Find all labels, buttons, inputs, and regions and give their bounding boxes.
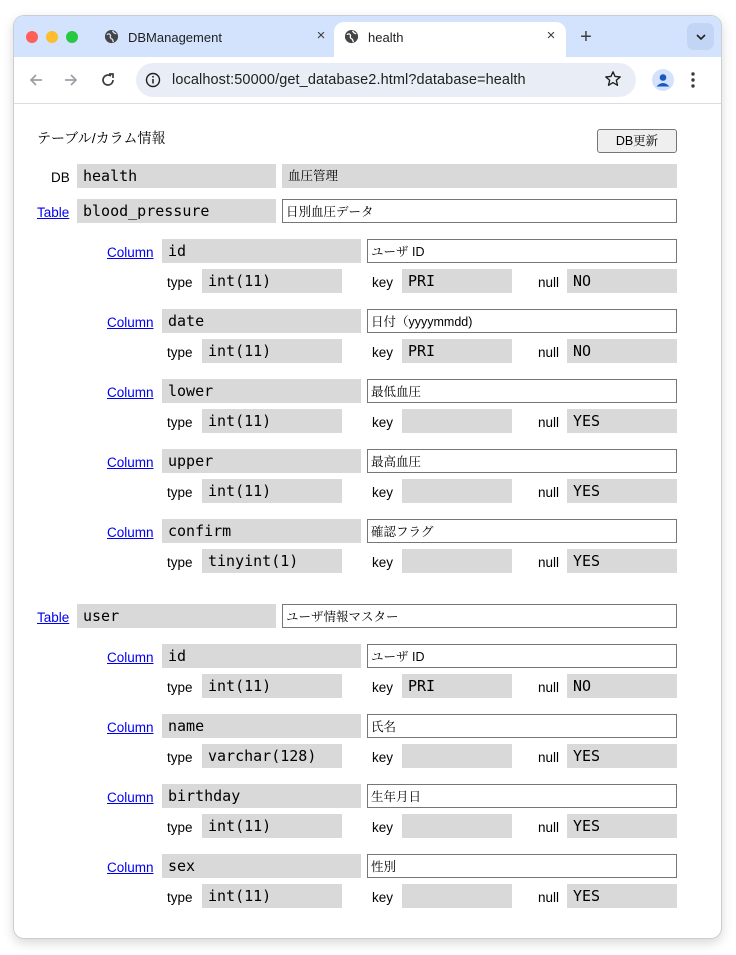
column-link[interactable]: Column xyxy=(107,525,154,540)
key-field: PRI xyxy=(402,674,512,698)
null-label: null xyxy=(538,680,560,695)
type-field: int(11) xyxy=(202,884,342,908)
globe-icon xyxy=(104,29,119,44)
key-field: PRI xyxy=(402,269,512,293)
minimize-window-button[interactable] xyxy=(46,31,58,43)
tab-title: DBManagement xyxy=(128,30,222,45)
type-field: varchar(128) xyxy=(202,744,342,768)
table-comment-input[interactable] xyxy=(282,604,677,628)
null-field: YES xyxy=(567,884,677,908)
type-field: int(11) xyxy=(202,479,342,503)
null-field: YES xyxy=(567,409,677,433)
reload-icon[interactable] xyxy=(98,70,118,90)
null-label: null xyxy=(538,555,560,570)
type-label: type xyxy=(167,750,193,765)
forward-arrow-icon[interactable] xyxy=(61,70,81,90)
key-field xyxy=(402,479,512,503)
column-name-field: sex xyxy=(162,854,361,878)
table-link[interactable]: Table xyxy=(37,205,70,220)
column-comment-input[interactable] xyxy=(367,854,677,878)
type-field: int(11) xyxy=(202,674,342,698)
close-window-button[interactable] xyxy=(26,31,38,43)
column-link[interactable]: Column xyxy=(107,650,154,665)
type-label: type xyxy=(167,345,193,360)
type-field: int(11) xyxy=(202,409,342,433)
null-field: YES xyxy=(567,744,677,768)
type-field: int(11) xyxy=(202,814,342,838)
db-label: DB xyxy=(51,170,70,185)
null-field: YES xyxy=(567,549,677,573)
site-info-icon[interactable] xyxy=(145,72,161,88)
key-field xyxy=(402,744,512,768)
column-comment-input[interactable] xyxy=(367,714,677,738)
column-comment-input[interactable] xyxy=(367,379,677,403)
type-label: type xyxy=(167,890,193,905)
null-label: null xyxy=(538,345,560,360)
column-name-field: date xyxy=(162,309,361,333)
null-field: NO xyxy=(567,674,677,698)
column-comment-input[interactable] xyxy=(367,519,677,543)
column-link[interactable]: Column xyxy=(107,860,154,875)
page-title: テーブル/カラム情報 xyxy=(37,130,166,146)
column-name-field: lower xyxy=(162,379,361,403)
column-link[interactable]: Column xyxy=(107,245,154,260)
null-label: null xyxy=(538,890,560,905)
key-label: key xyxy=(372,415,394,430)
db-update-button[interactable]: DB更新 xyxy=(597,129,677,153)
type-field: int(11) xyxy=(202,339,342,363)
browser-window xyxy=(14,16,721,938)
tab-search-button[interactable] xyxy=(687,23,714,50)
key-field xyxy=(402,884,512,908)
table-comment-input[interactable] xyxy=(282,199,677,223)
new-tab-button[interactable]: + xyxy=(580,26,592,48)
type-label: type xyxy=(167,680,193,695)
key-label: key xyxy=(372,750,394,765)
column-name-field: id xyxy=(162,644,361,668)
column-link[interactable]: Column xyxy=(107,720,154,735)
column-link[interactable]: Column xyxy=(107,455,154,470)
tab-health[interactable] xyxy=(334,22,566,57)
null-label: null xyxy=(538,415,560,430)
table-name-field: blood_pressure xyxy=(77,199,276,223)
column-name-field: id xyxy=(162,239,361,263)
key-label: key xyxy=(372,345,394,360)
key-field xyxy=(402,409,512,433)
null-label: null xyxy=(538,485,560,500)
key-field xyxy=(402,814,512,838)
type-label: type xyxy=(167,485,193,500)
null-label: null xyxy=(538,275,560,290)
type-label: type xyxy=(167,415,193,430)
db-name-field: health xyxy=(77,164,276,188)
tab-dbmanagement[interactable] xyxy=(94,16,330,57)
null-label: null xyxy=(538,820,560,835)
tab-strip xyxy=(14,16,721,57)
column-comment-input[interactable] xyxy=(367,449,677,473)
key-label: key xyxy=(372,890,394,905)
close-tab-icon[interactable]: × xyxy=(316,27,326,44)
column-name-field: birthday xyxy=(162,784,361,808)
browser-toolbar xyxy=(14,57,721,104)
column-comment-input[interactable] xyxy=(367,309,677,333)
back-arrow-icon[interactable] xyxy=(26,70,46,90)
key-label: key xyxy=(372,485,394,500)
table-name-field: user xyxy=(77,604,276,628)
more-menu-icon[interactable] xyxy=(690,71,696,89)
column-comment-input[interactable] xyxy=(367,644,677,668)
column-name-field: name xyxy=(162,714,361,738)
key-label: key xyxy=(372,275,394,290)
bookmark-star-icon[interactable] xyxy=(604,70,622,88)
type-field: tinyint(1) xyxy=(202,549,342,573)
column-name-field: upper xyxy=(162,449,361,473)
key-field xyxy=(402,549,512,573)
type-label: type xyxy=(167,555,193,570)
key-label: key xyxy=(372,820,394,835)
column-link[interactable]: Column xyxy=(107,790,154,805)
person-icon xyxy=(652,69,674,91)
null-field: NO xyxy=(567,339,677,363)
key-field: PRI xyxy=(402,339,512,363)
column-comment-input[interactable] xyxy=(367,239,677,263)
column-name-field: confirm xyxy=(162,519,361,543)
column-comment-input[interactable] xyxy=(367,784,677,808)
type-field: int(11) xyxy=(202,269,342,293)
url-text: localhost:50000/get_database2.html?database=health xyxy=(172,72,526,88)
type-label: type xyxy=(167,820,193,835)
globe-icon xyxy=(344,29,359,44)
null-field: NO xyxy=(567,269,677,293)
db-comment-field: 血圧管理 xyxy=(282,164,677,188)
table-link[interactable]: Table xyxy=(37,610,70,625)
column-link[interactable]: Column xyxy=(107,385,154,400)
profile-avatar[interactable] xyxy=(652,69,674,91)
address-bar[interactable] xyxy=(136,63,636,97)
close-tab-icon[interactable]: × xyxy=(546,27,556,44)
key-label: key xyxy=(372,680,394,695)
type-label: type xyxy=(167,275,193,290)
maximize-window-button[interactable] xyxy=(66,31,78,43)
page-content xyxy=(14,104,721,938)
null-label: null xyxy=(538,750,560,765)
column-link[interactable]: Column xyxy=(107,315,154,330)
null-field: YES xyxy=(567,814,677,838)
null-field: YES xyxy=(567,479,677,503)
tab-title: health xyxy=(368,30,404,45)
chevron-down-icon xyxy=(695,31,707,43)
key-label: key xyxy=(372,555,394,570)
